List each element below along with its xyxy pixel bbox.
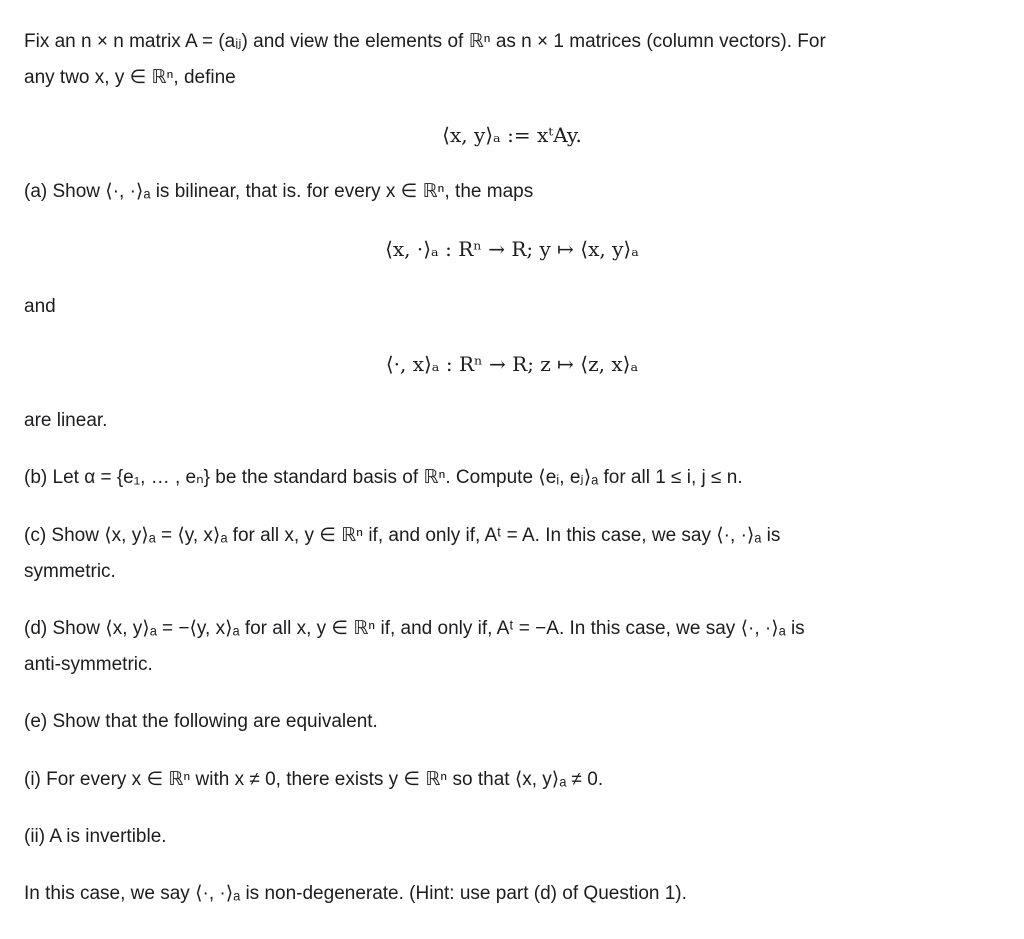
- part-d-line-1: (d) Show ⟨x, y⟩ₐ = −⟨y, x⟩ₐ for all x, y ∈ ℝⁿ if, and only if, Aᵗ = −A. In this case, we say ⟨·, ·⟩ₐ is: [24, 618, 805, 639]
- definition-equation: ⟨x, y⟩ₐ := xᵗAy.: [442, 123, 582, 147]
- part-b: (b) Let α = {e₁, … , eₙ} be the standard basis of ℝⁿ. Compute ⟨eᵢ, eⱼ⟩ₐ for all 1 ≤ i, j ≤ n.: [24, 467, 743, 488]
- part-a-and: and: [24, 296, 56, 317]
- intro-line-1: Fix an n × n matrix A = (aᵢⱼ) and view the elements of ℝⁿ as n × 1 matrices (column vectors). For: [24, 31, 826, 52]
- part-e-outro: In this case, we say ⟨·, ·⟩ₐ is non-degenerate. (Hint: use part (d) of Question 1).: [24, 883, 687, 904]
- intro-line-2: any two x, y ∈ ℝⁿ, define: [24, 67, 236, 88]
- part-a-intro: (a) Show ⟨·, ·⟩ₐ is bilinear, that is. for every x ∈ ℝⁿ, the maps: [24, 181, 534, 202]
- part-d-line-2: anti-symmetric.: [24, 654, 153, 675]
- part-e-item-i: (i) For every x ∈ ℝⁿ with x ≠ 0, there exists y ∈ ℝⁿ so that ⟨x, y⟩ₐ ≠ 0.: [24, 769, 604, 790]
- part-e-item-ii: (ii) A is invertible.: [24, 826, 167, 847]
- part-a-outro: are linear.: [24, 410, 108, 431]
- part-a-map-1: ⟨x, ·⟩ₐ : Rⁿ → R; y ↦ ⟨x, y⟩ₐ: [385, 237, 639, 261]
- part-c-line-2: symmetric.: [24, 561, 116, 582]
- part-c-line-1: (c) Show ⟨x, y⟩ₐ = ⟨y, x⟩ₐ for all x, y ∈ ℝⁿ if, and only if, Aᵗ = A. In this case, we say ⟨·, ·⟩ₐ is: [24, 525, 781, 546]
- part-a-map-2: ⟨·, x⟩ₐ : Rⁿ → R; z ↦ ⟨z, x⟩ₐ: [385, 352, 639, 376]
- part-e-intro: (e) Show that the following are equivalent.: [24, 711, 378, 732]
